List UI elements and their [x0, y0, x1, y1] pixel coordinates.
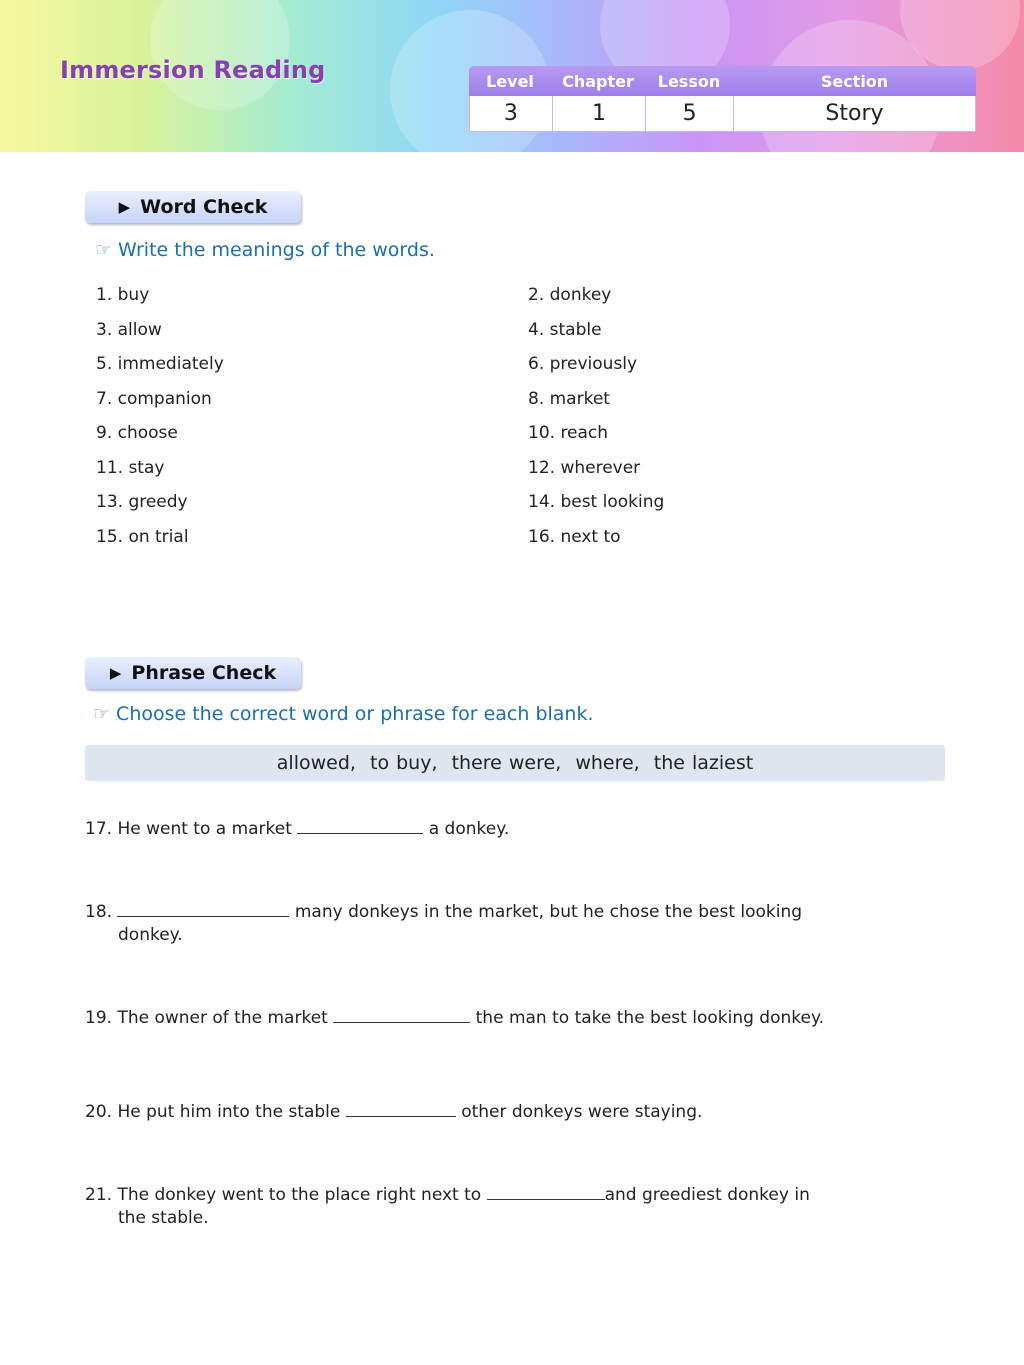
answer-blank[interactable] — [117, 901, 289, 917]
question-text: the man to take the best looking donkey. — [475, 1008, 824, 1028]
word-item: 12. wherever — [528, 457, 641, 478]
question-17 — [85, 818, 865, 841]
question-text: many donkeys in the market, but he chose the best looking — [294, 902, 803, 922]
word-item: 6. previously — [528, 354, 638, 374]
question-text: 17. He went to a market — [85, 819, 292, 839]
word-item: 10. reach — [528, 423, 609, 443]
question-text: other donkeys were staying. — [461, 1102, 703, 1122]
word-item: 3. allow — [96, 319, 162, 340]
lesson-info-table — [469, 66, 976, 134]
lesson-value: 5 — [645, 96, 733, 131]
question-text: donkey. — [118, 925, 183, 945]
question-18 — [85, 901, 865, 947]
answer-blank[interactable] — [297, 818, 423, 834]
answer-blank[interactable] — [487, 1184, 605, 1200]
word-item: 16. next to — [528, 526, 621, 547]
phrase-check-heading — [85, 657, 301, 689]
question-text: 19. The owner of the market — [85, 1008, 328, 1028]
word-check-instruction — [95, 239, 435, 261]
level-value: 3 — [503, 101, 518, 126]
section-value: Story — [733, 96, 975, 131]
word-item: 14. best looking — [528, 492, 665, 512]
word-check-instruction-text: Write the meanings of the words. — [118, 239, 435, 261]
section-label: Section — [820, 71, 889, 91]
word-check-title: Word Check — [140, 196, 268, 218]
brand-title: Immersion Reading — [60, 56, 326, 84]
lesson-info-values — [469, 96, 976, 132]
word-item: 8. market — [528, 388, 610, 409]
phrase-check-title: Phrase Check — [131, 662, 277, 684]
phrase-check-instruction — [93, 703, 594, 725]
word-item: 11. stay — [96, 457, 165, 478]
question-text: 18. — [85, 902, 113, 922]
chapter-value: 1 — [552, 96, 646, 131]
header-banner — [0, 0, 1024, 152]
question-text: and greediest donkey in — [604, 1185, 810, 1205]
pointing-hand-icon: ☞ — [95, 239, 113, 261]
answer-blank[interactable] — [346, 1101, 456, 1117]
lesson-label: Lesson — [657, 71, 721, 91]
question-20 — [85, 1101, 865, 1124]
word-bank: allowed, to buy, there were, where, the laziest — [85, 745, 945, 781]
answer-blank[interactable] — [333, 1007, 470, 1023]
question-text: the stable. — [118, 1208, 209, 1228]
question-text: 21. The donkey went to the place right next to — [85, 1185, 482, 1205]
word-item: 2. donkey — [528, 285, 612, 305]
word-item: 5. immediately — [96, 354, 224, 374]
word-item: 15. on trial — [96, 526, 189, 547]
word-item: 1. buy — [96, 285, 150, 305]
word-check-heading — [85, 191, 301, 223]
play-triangle-icon: ▶ — [118, 198, 131, 216]
question-text: a donkey. — [428, 819, 510, 839]
question-21 — [85, 1184, 865, 1230]
chapter-label: Chapter — [562, 71, 634, 91]
play-triangle-icon: ▶ — [109, 664, 122, 682]
pointing-hand-icon: ☞ — [93, 703, 111, 725]
word-item: 13. greedy — [96, 492, 188, 512]
word-item: 9. choose — [96, 423, 178, 443]
word-item: 4. stable — [528, 319, 602, 340]
lesson-info-header — [469, 66, 976, 96]
question-19 — [85, 1007, 865, 1030]
question-text: 20. He put him into the stable — [85, 1102, 341, 1122]
word-item: 7. companion — [96, 388, 212, 409]
phrase-check-instruction-text: Choose the correct word or phrase for each blank. — [116, 703, 594, 725]
level-label: Level — [486, 71, 534, 91]
